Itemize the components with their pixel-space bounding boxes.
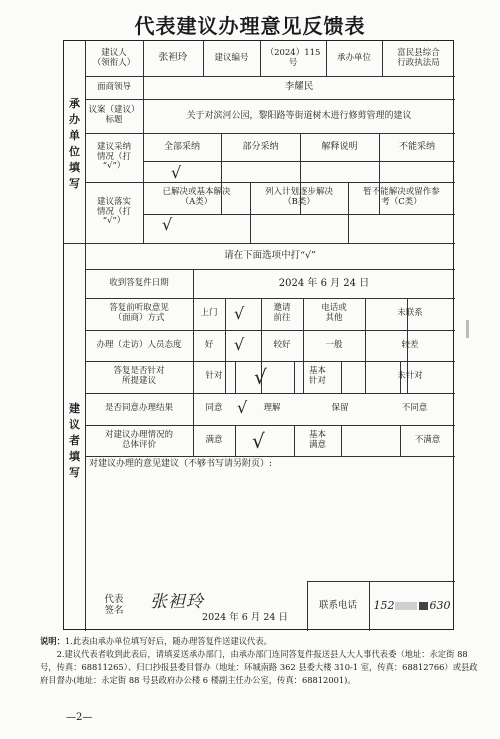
agree-tick: √	[237, 398, 248, 417]
proposer-label: 建议人 （领衔人）	[92, 47, 136, 68]
adoption-label: 建议采纳 情况（打 “√”）	[96, 141, 131, 172]
adoption-tick: √	[171, 163, 182, 182]
signature: 张袒玲	[150, 592, 204, 612]
visit-tick: √	[234, 304, 245, 323]
attitude-label: 办理（走访）人员态度	[96, 339, 182, 350]
adoption-option-all: 全部采纳	[163, 141, 200, 152]
unit-value: 富民县综合 行政执法局	[397, 47, 440, 68]
subject-value: 关于对滨河公园，黎阳路等街道树木进行修剪管理的建议	[186, 110, 412, 121]
page-number: —2—	[66, 712, 93, 723]
impl-option-c: 暂不能解决或留作参 考（C类）	[363, 187, 440, 207]
side-label-chengban: 承 办 单 位 填 写	[69, 97, 80, 190]
visit-option-phone: 电话或 其他	[321, 303, 347, 323]
agree-option-agree: 同意	[205, 403, 223, 414]
implementation-tick: √	[162, 215, 173, 234]
notes-head: 说明：	[40, 636, 65, 646]
form-title: 代表建议办理意见反馈表	[134, 14, 366, 38]
targeted-option-basic: 基本 针对	[308, 366, 326, 386]
implementation-label: 建议落实 情况（打 “√”）	[96, 196, 131, 227]
attitude-option-fair: 较好	[273, 339, 291, 350]
unit-label: 承办单位	[336, 52, 371, 63]
phone-value	[369, 581, 455, 631]
overall-option-satisfied: 满意	[205, 434, 223, 445]
targeted-tick: √	[254, 365, 267, 389]
leader-label: 面商领导	[96, 81, 131, 92]
visit-option-none: 未联系	[397, 308, 423, 319]
redacted-blur	[395, 602, 417, 610]
overall-tick: √	[252, 429, 265, 453]
phone-start: 152	[373, 598, 395, 612]
attitude-option-average: 一般	[325, 339, 343, 350]
instruction: 请在下面选项中打“√”	[224, 249, 316, 261]
redacted-box	[419, 602, 428, 610]
adoption-option-partial: 部分采纳	[242, 141, 279, 152]
feedback-form	[63, 40, 454, 630]
side-label-daibiao: 建 议 者 填 写	[69, 402, 80, 479]
overall-label: 对建议办理情况的 总体评价	[104, 429, 173, 450]
overall-option-basic: 基本 满意	[308, 429, 326, 450]
targeted-option-yes: 针对	[205, 371, 223, 382]
agree-option-disagree: 不同意	[401, 403, 428, 414]
visit-option-door: 上门	[200, 308, 218, 319]
visit-label: 答复前听取意见 （面商）方式	[109, 303, 169, 323]
proposer-value: 张袒玲	[158, 52, 188, 64]
adoption-option-explain: 解释说明	[321, 141, 358, 152]
attitude-tick: √	[234, 335, 245, 354]
note-2: 2.建议代表者收到此表后，请填妥送承办部门，由承办部门连同答复件报送县人大人事代表委（地址：永定街 88 号，传真：68811265）、归口抄报县委目督办（地址：环城南路 362 县委大楼 310-1 室，传真：68812766）或县政府目督办(地址：永定街 88 号县政府办公楼 6 楼副主任办公室，传真：68812001)。	[40, 648, 478, 685]
agree-option-reserve: 保留	[331, 403, 349, 414]
subject-label: 议案（建议） 标题	[88, 105, 140, 125]
number-value: （2024）115 号	[265, 47, 321, 68]
receipt-label: 收到答复件日期	[109, 277, 169, 288]
scan-mark	[466, 320, 469, 338]
attitude-option-poor: 较差	[401, 339, 419, 350]
impl-option-b: 列入计划逐步解决 （B类）	[264, 187, 333, 207]
signature-date: 2024 年 6 月 24 日	[202, 611, 288, 623]
visit-option-invite: 邀请 前往	[273, 303, 291, 323]
leader-value: 李耀民	[284, 81, 314, 93]
comments-label: 对建议办理的意见建议（不够书写请另附页）:	[89, 458, 273, 469]
notes	[40, 635, 480, 686]
phone-label: 联系电话	[318, 599, 357, 611]
targeted-label: 答复是否针对 所提建议	[113, 366, 165, 386]
receipt-date: 2024 年 6 月 24 日	[278, 277, 370, 289]
agree-label: 是否同意办理结果	[104, 403, 173, 414]
targeted-option-no: 未针对	[397, 371, 423, 382]
signature-label: 代表 签名	[104, 594, 124, 616]
overall-option-unsatisfied: 不满意	[414, 434, 441, 445]
adoption-option-reject: 不能采纳	[398, 141, 435, 152]
agree-option-understand: 理解	[263, 403, 281, 414]
attitude-option-good: 好	[204, 339, 214, 350]
phone-end: 630	[429, 598, 451, 612]
note-1: 1.此表由承办单位填写好后，随办理答复件送建议代表。	[64, 636, 272, 646]
number-label: 建议编号	[214, 52, 249, 63]
impl-option-a: 已解决或基本解决 （A类）	[162, 187, 231, 207]
